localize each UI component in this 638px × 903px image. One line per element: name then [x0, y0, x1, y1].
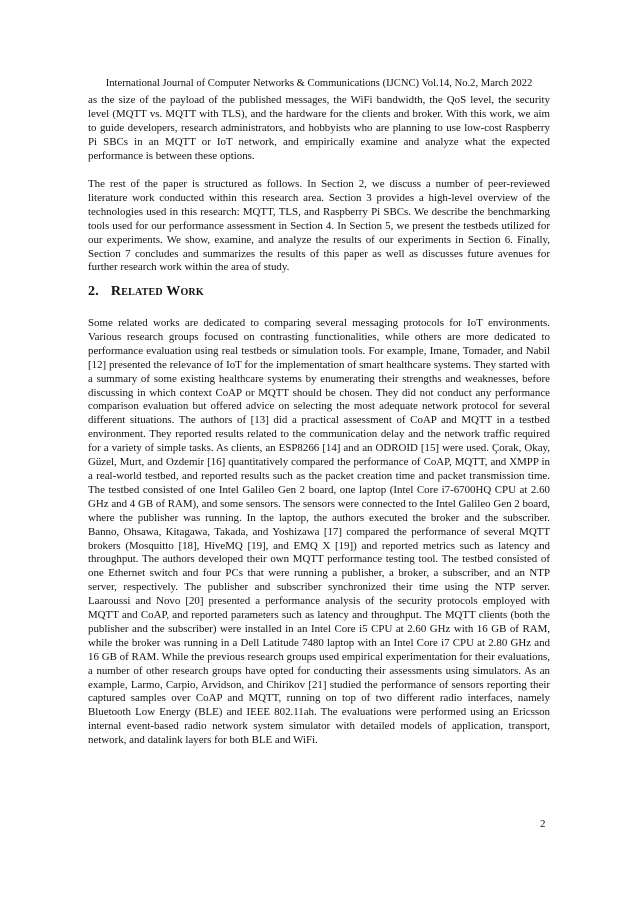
- section-heading: [88, 284, 204, 300]
- page-number: 2: [540, 818, 546, 830]
- section-title: Related Work: [110, 284, 204, 299]
- paragraph-paper-structure: The rest of the paper is structured as follows. In Section 2, we discuss a number of peer-reviewed literature work conducted within this research area. Section 3 provides a high-level overview of the technologies used in this research: MQTT, TLS, and Raspberry Pi SBCs. We describe the benchmarking tools used for our performance assessment in Section 4. In Section 5, we present the testbeds utilized for our experiments. We show, examine, and analyze the results of our experiments in Section 6. Finally, Section 7 concludes and summarizes the results of this paper as well as discusses future avenues for further research work within the area of study.: [88, 178, 550, 274]
- paragraph-intro-end: as the size of the payload of the published messages, the WiFi bandwidth, the QoS level, the security level (MQTT vs. MQTT with TLS), and the hardware for the clients and broker. With this work, we aim to guide developers, research administrators, and hobbyists who are planning to use low-cost Raspberry Pi SBCs in an MQTT or IoT network, and empirically examine and analyze what the expected performance is between these options.: [88, 94, 550, 162]
- section-number: 2.: [88, 284, 99, 299]
- paragraph-related-work: Some related works are dedicated to comparing several messaging protocols for IoT environments. Various research groups focused on contrasting functionalities, while others are more dedicated to performance evaluation using real testbeds or simulation tools. For example, Imane, Tomader, and Nabil [12] presented the relevance of IoT for the implementation of smart healthcare systems. They started with a summary of some existing healthcare systems by enumerating their strengths and weaknesses, before discussing in which context CoAP or MQTT should be chosen. They did not conduct any performance comparison evaluation but offered advice on selecting the most adequate network protocol for several different situations. The authors of [13] did a practical assessment of CoAP and MQTT in a testbed environment. They reported results related to the communication delay and the network traffic required for a variety of simple tasks. As clients, an ESP8266 [14] and an ODROID [15] were used. Çorak, Okay, Güzel, Murt, and Ozdemir [16] quantitatively compared the performance of CoAP, MQTT, and XMPP in a real-world testbed, and reported results such as the packet creation time and packet transmission time. The testbed consisted of one Intel Galileo Gen 2 board, one laptop (Intel Core i7-6700HQ CPU at 2.60 GHz and 4 GB of RAM), and some sensors. The sensors were connected to the Intel Galileo Gen 2 board, where the publisher was running. In the laptop, the authors executed the broker and the subscriber. Banno, Ohsawa, Kitagawa, Takada, and Yoshizawa [17] compared the performance of several MQTT brokers (Mosquitto [18], HiveMQ [19], and EMQ X [19]) and reported metrics such as latency and throughput. The authors developed their own MQTT performance testing tool. The testbed consisted of one Ethernet switch and four PCs that were running a publisher, a broker, a subscriber, and an NTP server, respectively. The publisher and subscriber synchronized their time using the NTP server. Laaroussi and Novo [20] presented a performance analysis of the security protocols employed with MQTT and CoAP, and reported parameters such as latency and throughput. The MQTT clients (both the publisher and the subscriber) were installed in an Intel Core i5 CPU at 2.60 GHz with 16 GB of RAM, while the broker was running in a Dell Latitude 7480 laptop with an Intel Core i7 CPU at 2.80 GHz and 16 GB of RAM. While the previous research groups used empirical experimentation for their evaluations, a number of other research groups have opted for conducting their assessments using simulators. As an example, Larmo, Carpio, Arvidson, and Chirikov [21] studied the performance of sensors reporting their captured samples over CoAP and MQTT, running on top of two different radio interfaces, namely Bluetooth Low Energy (BLE) and IEEE 802.11ah. The evaluations were performed using an Ericsson internal event-based radio network system simulator with detailed models of application, transport, network, and datalink layers for both BLE and WiFi.: [88, 317, 550, 747]
- running-header: International Journal of Computer Networks & Communications (IJCNC) Vol.14, No.2, March 2022: [105, 78, 533, 89]
